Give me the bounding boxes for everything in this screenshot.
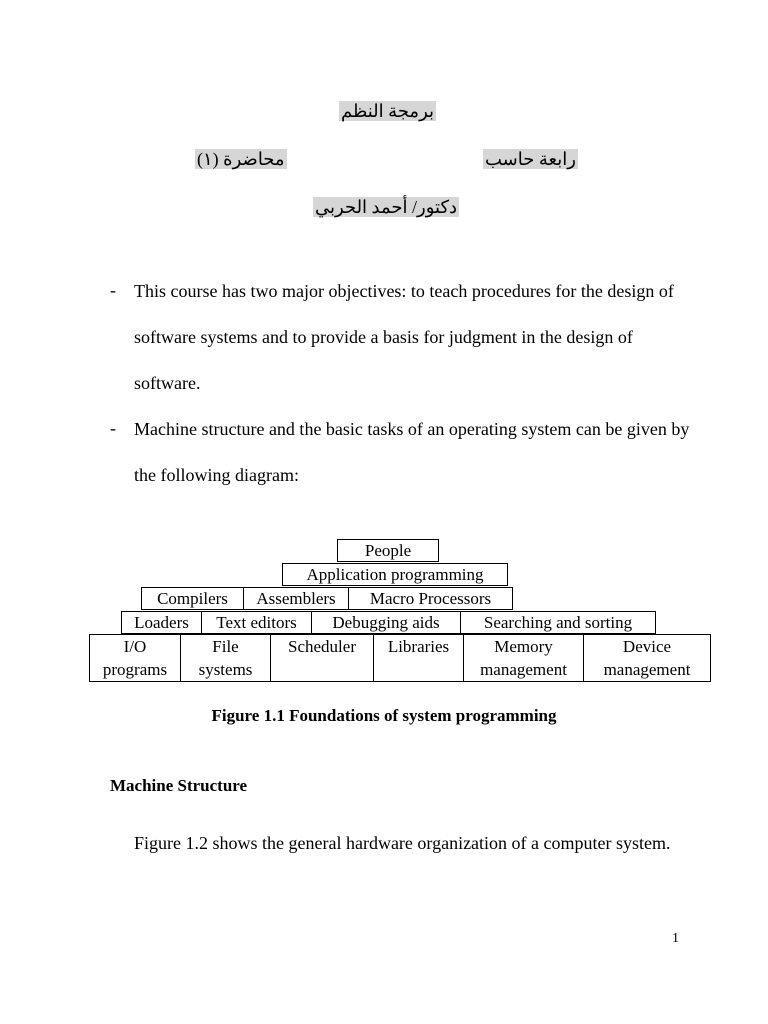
layer-application: [282, 563, 508, 586]
lecture-number: محاضرة (١): [197, 149, 285, 169]
bullet-marker: -: [110, 418, 116, 438]
layer-people: [337, 539, 439, 562]
bullet-marker: -: [110, 280, 116, 300]
layer-cell: I/O programs: [102, 637, 168, 679]
layer-cell: Compilers: [141, 587, 244, 610]
layer-cell: Scheduler: [270, 635, 373, 681]
layer-cell: Debugging aids: [311, 611, 461, 634]
bullet-text: Machine structure and the basic tasks of an operating system can be given by the following diagram:: [134, 419, 690, 485]
section-paragraph: Figure 1.2 shows the general hardware organization of a computer system.: [134, 833, 671, 853]
layer-cell: Assemblers: [243, 587, 349, 610]
page-number: 1: [672, 931, 679, 946]
layer-cell: People: [337, 539, 439, 562]
section-heading: Machine Structure: [110, 776, 248, 795]
student-level: رابعة حاسب: [485, 149, 576, 169]
layer-cell: File systems: [180, 635, 270, 681]
course-title: برمجة النظم: [341, 101, 435, 121]
figure-caption: Figure 1.1 Foundations of system programming: [211, 706, 557, 725]
bullet-text: This course has two major objectives: to teach procedures for the design of software systems and to provide a basis for judgment in the design of software.: [134, 281, 674, 393]
layer-translators: [141, 587, 513, 610]
layer-cell: Searching and sorting: [460, 611, 656, 634]
instructor-name: دكتور/ أحمد الحربي: [315, 197, 458, 217]
layer-cell: Application programming: [282, 563, 508, 586]
layer-cell: Loaders: [121, 611, 202, 634]
layer-cell: Device management: [583, 635, 710, 681]
layer-cell: Memory management: [463, 635, 583, 681]
layer-cell: Libraries: [373, 635, 463, 681]
layer-cell: Text editors: [201, 611, 312, 634]
layer-system: [89, 634, 711, 682]
layer-cell: Macro Processors: [348, 587, 513, 610]
layer-utilities: [121, 611, 656, 634]
